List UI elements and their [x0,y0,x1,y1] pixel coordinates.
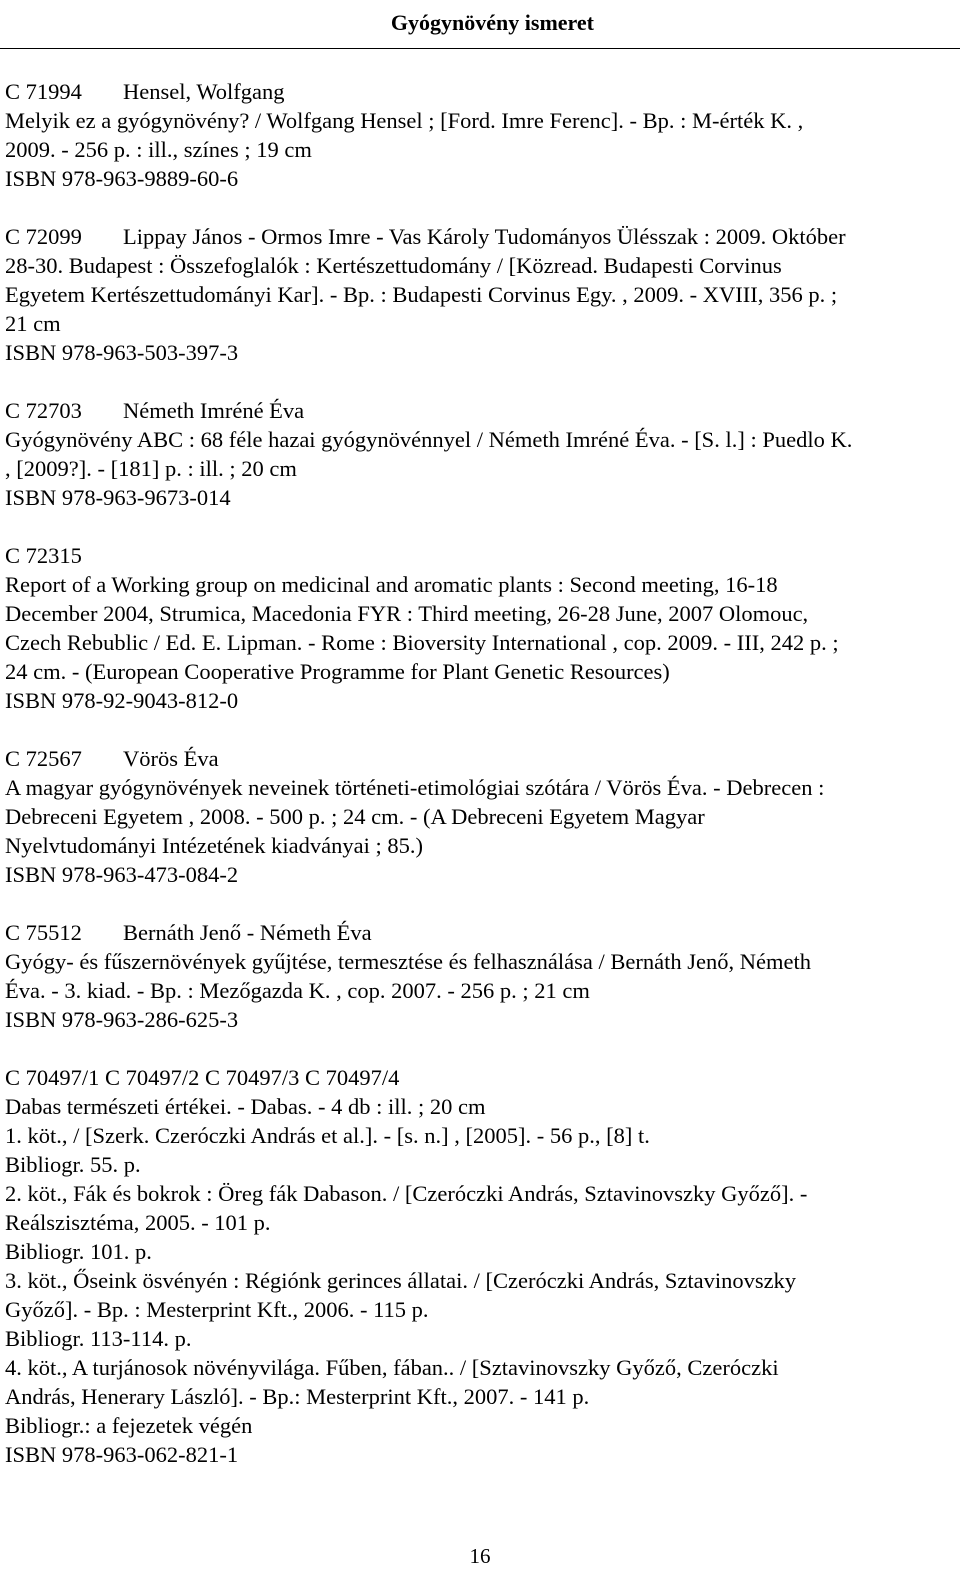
call-number: C 70497/1 C 70497/2 C 70497/3 C 70497/4 [5,1065,400,1090]
entry-heading-line [5,744,955,773]
entry-isbn-line: ISBN 978-963-286-625-3 [5,1007,239,1032]
catalog-entry [5,541,955,715]
entry-bibliography-line: Bibliogr.: a fejezetek végén [5,1413,253,1438]
page-number: 16 [469,1544,491,1568]
entry-isbn-line: ISBN 978-92-9043-812-0 [5,688,239,713]
entry-isbn-line: ISBN 978-963-9673-014 [5,485,231,510]
entry-volume-line: Reálszisztéma, 2005. - 101 p. [5,1210,271,1235]
entry-description-line: Nyelvtudományi Intézetének kiadványai ; 85.) [5,833,423,858]
entry-description-line: , [2009?]. - [181] p. : ill. ; 20 cm [5,456,297,481]
catalog-entry [5,396,955,512]
entry-description-line: 21 cm [5,311,61,336]
page-header [0,0,960,49]
entry-author: Vörös Éva [123,746,219,771]
entry-volume-line: Győző]. - Bp. : Mesterprint Kft., 2006. - 115 p. [5,1297,429,1322]
entry-description-line: Report of a Working group on medicinal and aromatic plants : Second meeting, 16-18 [5,572,778,597]
entry-description-line: Gyógy- és fűszernövények gyűjtése, termesztése és felhasználása / Bernáth Jenő, Németh [5,949,811,974]
entry-heading-line [5,541,955,570]
entry-description-line: Gyógynövény ABC : 68 féle hazai gyógynövénnyel / Németh Imréné Éva. - [S. l.] : Puedlo K. [5,427,853,452]
entry-isbn-line: ISBN 978-963-9889-60-6 [5,166,239,191]
entry-volume-line: András, Henerary László]. - Bp.: Mesterprint Kft., 2007. - 141 p. [5,1384,590,1409]
catalog-entry [5,918,955,1034]
call-number: C 72703 [5,398,82,423]
entry-isbn-line: ISBN 978-963-062-821-1 [5,1442,239,1467]
entry-description-line: Dabas természeti értékei. - Dabas. - 4 db : ill. ; 20 cm [5,1094,486,1119]
entry-description-line: Czech Rebublic / Ed. E. Lipman. - Rome : Bioversity International , cop. 2009. - III, 242 p. ; [5,630,839,655]
entry-heading-line [5,222,955,251]
entry-description-line: 24 cm. - (European Cooperative Programme for Plant Genetic Resources) [5,659,670,684]
catalog-entry-list [5,77,955,1498]
entry-description-line: Melyik ez a gyógynövény? / Wolfgang Hensel ; [Ford. Imre Ferenc]. - Bp. : M-érték K. , [5,108,804,133]
entry-description-line: December 2004, Strumica, Macedonia FYR : Third meeting, 26-28 June, 2007 Olomouc, [5,601,809,626]
entry-description-line: A magyar gyógynövények neveinek történeti-etimológiai szótára / Vörös Éva. - Debrecen : [5,775,825,800]
entry-volume-line: 3. köt., Őseink ösvényén : Régiónk gerinces állatai. / [Czeróczki András, Sztavinovszky [5,1268,797,1293]
entry-volume-line: 1. köt., / [Szerk. Czeróczki András et al.]. - [s. n.] , [2005]. - 56 p., [8] t. [5,1123,650,1148]
entry-heading-line [5,77,955,106]
entry-bibliography-line: Bibliogr. 101. p. [5,1239,152,1264]
catalog-entry [5,222,955,367]
entry-description-line: 28-30. Budapest : Összefoglalók : Kertészettudomány / [Közread. Budapesti Corvinus [5,253,782,278]
entry-heading-line [5,396,955,425]
entry-heading-line [5,1063,955,1092]
entry-isbn-line: ISBN 978-963-473-084-2 [5,862,239,887]
call-number: C 72567 [5,746,82,771]
entry-isbn-line: ISBN 978-963-503-397-3 [5,340,239,365]
page-header-title: Gyógynövény ismeret [390,10,594,35]
call-number: C 72099 [5,224,82,249]
catalog-entry [5,1063,955,1469]
catalog-entry [5,77,955,193]
entry-description-line: Éva. - 3. kiad. - Bp. : Mezőgazda K. , cop. 2007. - 256 p. ; 21 cm [5,978,590,1003]
call-number: C 75512 [5,920,82,945]
entry-author: Lippay János - Ormos Imre - Vas Károly Tudományos Ülésszak : 2009. Október [123,224,846,249]
call-number: C 72315 [5,543,82,568]
call-number: C 71994 [5,79,82,104]
entry-volume-line: 4. köt., A turjánosok növényvilága. Fűben, fában.. / [Sztavinovszky Győző, Czeróczki [5,1355,779,1380]
catalog-entry [5,744,955,889]
entry-description-line: 2009. - 256 p. : ill., színes ; 19 cm [5,137,312,162]
entry-bibliography-line: Bibliogr. 55. p. [5,1152,141,1177]
entry-description-line: Egyetem Kertészettudományi Kar]. - Bp. : Budapesti Corvinus Egy. , 2009. - XVIII, 356 p. ; [5,282,838,307]
entry-heading-line [5,918,955,947]
entry-bibliography-line: Bibliogr. 113-114. p. [5,1326,192,1351]
entry-volume-line: 2. köt., Fák és bokrok : Öreg fák Dabason. / [Czeróczki András, Sztavinovszky Győző]. - [5,1181,808,1206]
entry-author: Hensel, Wolfgang [123,79,285,104]
entry-author: Németh Imréné Éva [123,398,305,423]
entry-description-line: Debreceni Egyetem , 2008. - 500 p. ; 24 cm. - (A Debreceni Egyetem Magyar [5,804,705,829]
entry-author: Bernáth Jenő - Németh Éva [123,920,372,945]
